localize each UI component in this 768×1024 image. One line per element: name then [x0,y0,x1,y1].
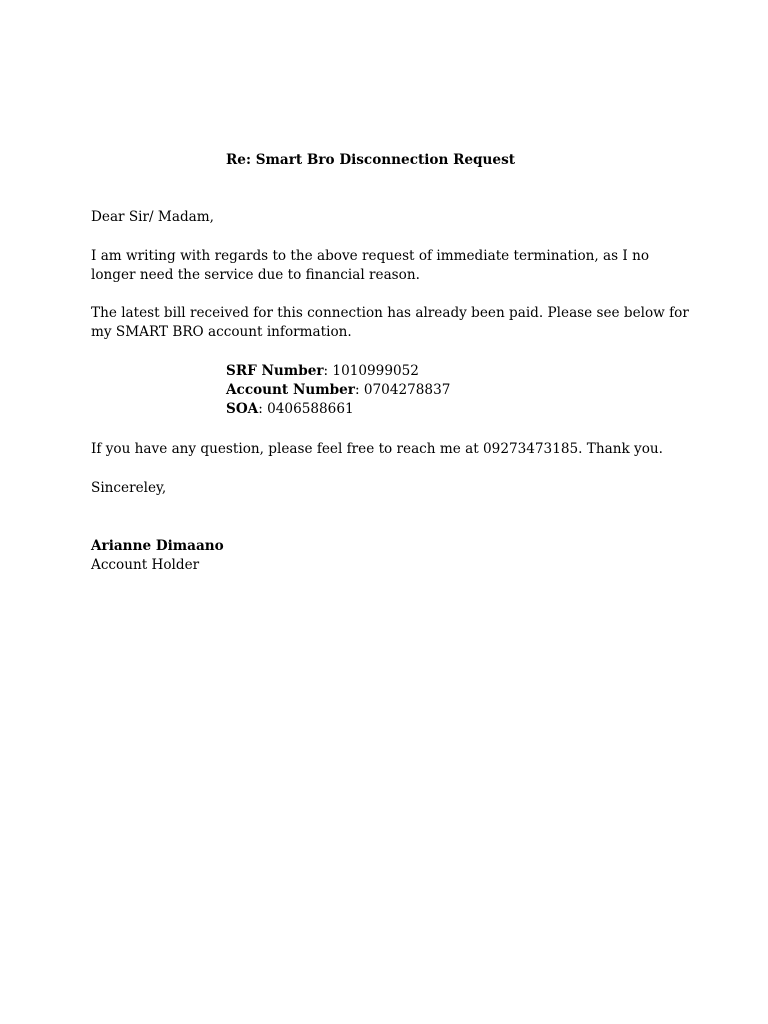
detail-value: 1010999052 [332,363,419,379]
detail-label: SRF Number [226,363,324,379]
detail-value: 0704278837 [363,382,451,398]
letter-salutation: Dear Sir/ Madam, [91,209,214,225]
signature-block [91,537,224,575]
letter-paragraph-3: If you have any question, please feel free to reach me at 09273473185. Thank you. [91,441,663,457]
letter-paragraph-1: I am writing with regards to the above request of immediate termination, as I no longer need the service due to financial reason. [91,248,650,283]
signer-title: Account Holder [91,557,200,573]
detail-label: Account Number [226,382,355,398]
detail-value: 0406588661 [267,401,354,417]
detail-row-account: Account Number: 0704278837 [226,382,451,398]
detail-row-soa: SOA: 0406588661 [226,401,354,417]
letter-subject: Re: Smart Bro Disconnection Request [226,152,516,168]
account-details [226,362,450,419]
letter-closing: Sincereley, [91,480,167,496]
letter-paragraph-2: The latest bill received for this connection has already been paid. Please see below for my SMART BRO account information. [91,305,689,340]
detail-row-srf: SRF Number: 1010999052 [226,363,419,379]
detail-label: SOA [226,401,259,417]
signer-name: Arianne Dimaano [91,538,224,554]
